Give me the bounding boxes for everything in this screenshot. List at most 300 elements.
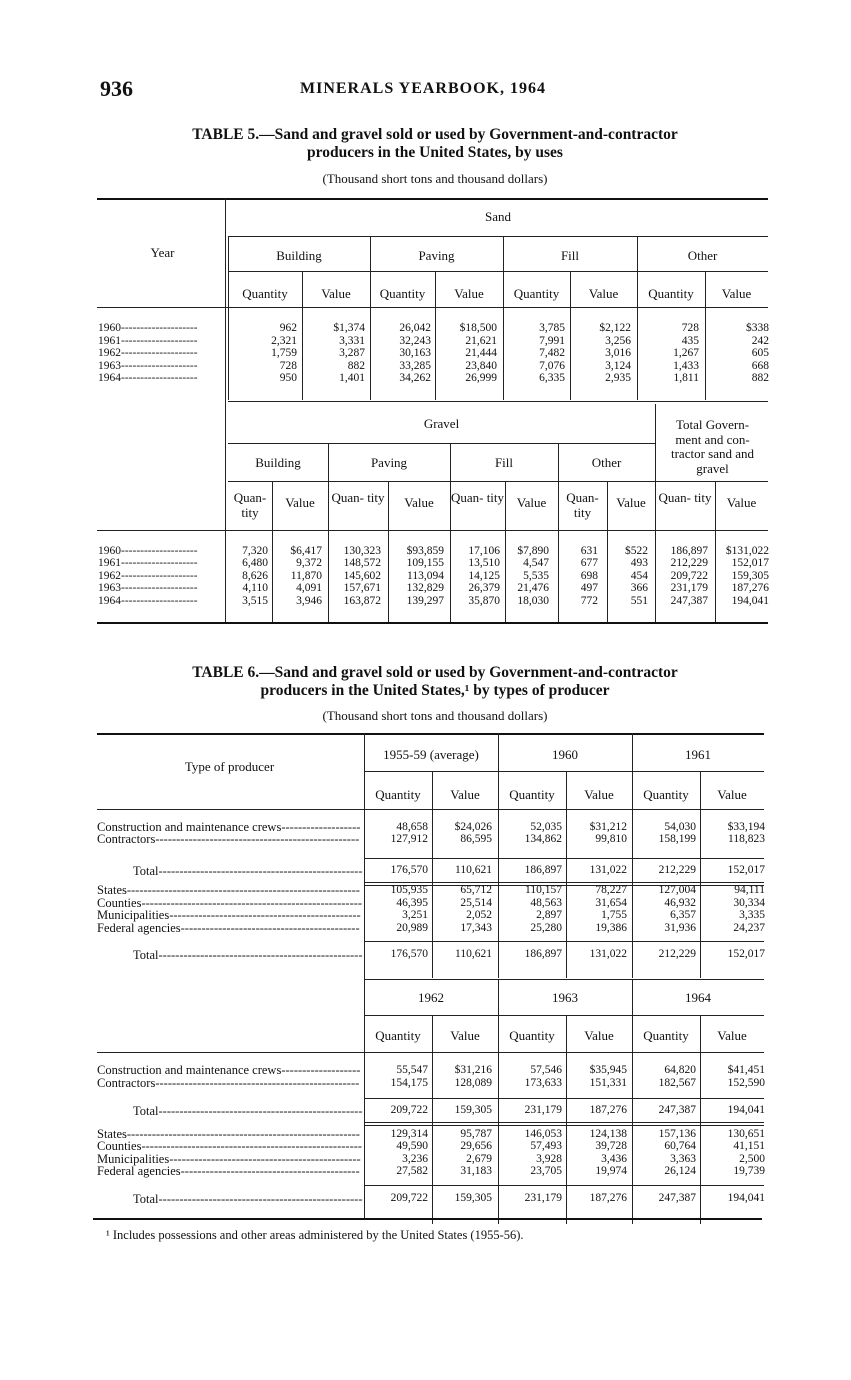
value-cell: 30,334 bbox=[733, 897, 765, 909]
gravel-cell: 148,572 bbox=[343, 557, 381, 569]
sand-cell: 23,840 bbox=[465, 360, 497, 372]
qv-header-2: Quantity bbox=[509, 1028, 555, 1043]
value-cell: 57,546 bbox=[530, 1064, 562, 1076]
gravel-cell: 157,671 bbox=[343, 582, 381, 594]
sand-cell: 882 bbox=[347, 360, 365, 372]
sand-cell: 950 bbox=[279, 372, 297, 384]
value-cell: 99,810 bbox=[595, 833, 627, 845]
value-cell: 127,004 bbox=[658, 884, 696, 896]
gravel-cell: 698 bbox=[580, 570, 598, 582]
sand-cell: 1,401 bbox=[339, 372, 365, 384]
rule bbox=[364, 1125, 764, 1126]
gravel-col-header-7: Value bbox=[616, 495, 646, 510]
sand-cell: $18,500 bbox=[459, 322, 497, 334]
sand-cell: 7,076 bbox=[539, 360, 565, 372]
dot-leader: ------------------------------------------------- bbox=[155, 1076, 360, 1090]
gravel-cell: 4,110 bbox=[242, 582, 268, 594]
period-header-0: 1962 bbox=[418, 990, 444, 1005]
sand-col-header-4: Quantity bbox=[513, 286, 560, 301]
value-cell: 29,656 bbox=[460, 1140, 492, 1152]
value-cell: 129,314 bbox=[390, 1128, 428, 1140]
gravel-cell: 35,870 bbox=[468, 595, 500, 607]
gravel-cell: 139,297 bbox=[406, 595, 444, 607]
sand-cell: $2,122 bbox=[599, 322, 631, 334]
value-cell: 41,151 bbox=[733, 1140, 765, 1152]
value-cell: 3,236 bbox=[402, 1153, 428, 1165]
sand-cell: 242 bbox=[751, 335, 769, 347]
total-cell: 152,017 bbox=[727, 864, 765, 876]
gravel-col-header-0: Quan- tity bbox=[233, 490, 267, 520]
gravel-cell: 132,829 bbox=[406, 582, 444, 594]
rule bbox=[364, 771, 764, 772]
year-row-label: 1962-------------------- bbox=[98, 570, 198, 582]
gravel-header: Gravel bbox=[423, 416, 460, 431]
sand-header: Sand bbox=[485, 209, 511, 224]
gravel-cell: 493 bbox=[630, 557, 648, 569]
period-header-2: 1964 bbox=[685, 990, 711, 1005]
value-cell: 19,386 bbox=[595, 922, 627, 934]
value-cell: 3,363 bbox=[670, 1153, 696, 1165]
sand-cell: 32,243 bbox=[399, 335, 431, 347]
dot-leader: ---------------------------------------------- bbox=[169, 908, 361, 922]
qv-header-3: Value bbox=[584, 1028, 614, 1043]
value-cell: 27,582 bbox=[396, 1165, 428, 1177]
table5-top-rule bbox=[97, 198, 768, 200]
total-label: Total------------------------------------------------- bbox=[133, 948, 363, 962]
total-label: Total------------------------------------------------- bbox=[133, 1192, 363, 1206]
type-of-producer-header: Type of producer bbox=[184, 759, 275, 774]
sand-cell: 2,321 bbox=[271, 335, 297, 347]
producer-row-label: States-------------------------------------------------------- bbox=[97, 883, 360, 897]
sand-cell: 882 bbox=[751, 372, 769, 384]
value-cell: $24,026 bbox=[454, 821, 492, 833]
value-cell: 39,728 bbox=[595, 1140, 627, 1152]
value-cell: 173,633 bbox=[524, 1077, 562, 1089]
sand-cell: 3,256 bbox=[605, 335, 631, 347]
total-cell: 212,229 bbox=[658, 948, 696, 960]
value-cell: 2,052 bbox=[466, 909, 492, 921]
sand-cell: 7,991 bbox=[539, 335, 565, 347]
sand-cell: 33,285 bbox=[399, 360, 431, 372]
table5-title-line2: producers in the United States, by uses bbox=[307, 144, 563, 161]
total-cell: 194,041 bbox=[727, 1192, 765, 1204]
gravel-cell: 551 bbox=[630, 595, 648, 607]
gravel-cell: 187,276 bbox=[731, 582, 769, 594]
gravel-cell: 17,106 bbox=[468, 545, 500, 557]
value-cell: 3,436 bbox=[601, 1153, 627, 1165]
gravel-cell: 26,379 bbox=[468, 582, 500, 594]
value-cell: 25,514 bbox=[460, 897, 492, 909]
gravel-cell: $7,890 bbox=[517, 545, 549, 557]
sand-group-3: Other bbox=[687, 248, 718, 263]
dot-leader: -------------------------------------------------------- bbox=[126, 1127, 360, 1141]
total-cell: 176,570 bbox=[390, 948, 428, 960]
sand-cell: 26,999 bbox=[465, 372, 497, 384]
rule bbox=[364, 1122, 764, 1123]
gravel-cell: 8,626 bbox=[242, 570, 268, 582]
gravel-cell: 212,229 bbox=[670, 557, 708, 569]
sand-cell: 21,444 bbox=[465, 347, 497, 359]
gravel-cell: $522 bbox=[625, 545, 648, 557]
gravel-cell: 194,041 bbox=[731, 595, 769, 607]
value-cell: 2,897 bbox=[536, 909, 562, 921]
period-header-1: 1960 bbox=[552, 747, 578, 762]
qv-header-0: Quantity bbox=[375, 1028, 421, 1043]
value-cell: 65,712 bbox=[460, 884, 492, 896]
value-cell: 6,357 bbox=[670, 909, 696, 921]
producer-row-label: Construction and maintenance crews------------------- bbox=[97, 1063, 361, 1077]
table5-subtitle: (Thousand short tons and thousand dollars) bbox=[322, 171, 548, 186]
gravel-cell: 152,017 bbox=[731, 557, 769, 569]
value-cell: 49,590 bbox=[396, 1140, 428, 1152]
table5-bottom-rule bbox=[97, 622, 768, 624]
gravel-cell: 14,125 bbox=[468, 570, 500, 582]
sand-col-header-6: Quantity bbox=[648, 286, 694, 301]
sand-cell: 34,262 bbox=[399, 372, 431, 384]
gravel-cell: $93,859 bbox=[406, 545, 444, 557]
total-cell: 176,570 bbox=[390, 864, 428, 876]
value-cell: 3,928 bbox=[536, 1153, 562, 1165]
sand-cell: 728 bbox=[279, 360, 297, 372]
table6-title-line2: producers in the United States,¹ by types of producer bbox=[260, 682, 610, 699]
value-cell: 78,227 bbox=[595, 884, 627, 896]
value-cell: 46,395 bbox=[396, 897, 428, 909]
gravel-cell: 366 bbox=[630, 582, 648, 594]
value-cell: 124,138 bbox=[589, 1128, 627, 1140]
value-cell: 19,739 bbox=[733, 1165, 765, 1177]
producer-row-label: States-------------------------------------------------------- bbox=[97, 1127, 360, 1141]
qv-header-4: Quantity bbox=[643, 1028, 689, 1043]
value-cell: 31,654 bbox=[595, 897, 627, 909]
producer-row-label: Federal agencies------------------------------------------- bbox=[97, 1164, 360, 1178]
year-row-label: 1963-------------------- bbox=[98, 582, 198, 594]
total-cell: 110,621 bbox=[455, 948, 492, 960]
qv-header-0: Quantity bbox=[375, 787, 421, 802]
value-cell: 31,183 bbox=[460, 1165, 492, 1177]
value-cell: 48,563 bbox=[530, 897, 562, 909]
gravel-group-3: Other bbox=[591, 455, 622, 470]
rule bbox=[228, 481, 768, 482]
gravel-col-header-9: Value bbox=[726, 495, 757, 510]
value-cell: 60,764 bbox=[664, 1140, 696, 1152]
gravel-cell: 18,030 bbox=[517, 595, 549, 607]
qv-header-3: Value bbox=[584, 787, 614, 802]
rule bbox=[364, 882, 764, 883]
rule bbox=[228, 271, 768, 272]
total-cell: 194,041 bbox=[727, 1104, 765, 1116]
gravel-cell: 130,323 bbox=[343, 545, 381, 557]
total-cell: 159,305 bbox=[454, 1192, 492, 1204]
gravel-cell: 163,872 bbox=[343, 595, 381, 607]
gravel-cell: 772 bbox=[580, 595, 598, 607]
gravel-cell: 247,387 bbox=[670, 595, 708, 607]
rule bbox=[364, 1098, 764, 1099]
value-cell: 118,823 bbox=[728, 833, 765, 845]
value-cell: 3,251 bbox=[402, 909, 428, 921]
value-cell: 1,755 bbox=[601, 909, 627, 921]
value-cell: 2,679 bbox=[466, 1153, 492, 1165]
total-cell: 212,229 bbox=[658, 864, 696, 876]
dot-leader: ------------------------------------------------- bbox=[158, 864, 363, 878]
rule bbox=[364, 941, 764, 942]
total-cell: 186,897 bbox=[524, 864, 562, 876]
value-cell: 152,590 bbox=[727, 1077, 765, 1089]
sand-cell: 605 bbox=[751, 347, 769, 359]
rule bbox=[364, 858, 764, 859]
gravel-col-header-5: Value bbox=[516, 495, 547, 510]
sand-col-header-7: Value bbox=[721, 286, 752, 301]
year-row-label: 1964-------------------- bbox=[98, 595, 198, 607]
total-cell: 209,722 bbox=[390, 1192, 428, 1204]
table6-top-rule bbox=[97, 733, 764, 735]
producer-row-label: Construction and maintenance crews------------------- bbox=[97, 820, 361, 834]
gravel-col-header-6: Quan- tity bbox=[566, 490, 599, 520]
gravel-cell: 13,510 bbox=[468, 557, 500, 569]
gravel-cell: 497 bbox=[580, 582, 598, 594]
producer-row-label: Federal agencies------------------------------------------- bbox=[97, 921, 360, 935]
rule bbox=[228, 443, 655, 444]
total-cell: 159,305 bbox=[454, 1104, 492, 1116]
gravel-cell: 209,722 bbox=[670, 570, 708, 582]
sand-cell: 6,335 bbox=[539, 372, 565, 384]
gravel-group-1: Paving bbox=[370, 455, 408, 470]
year-row-label: 1961-------------------- bbox=[98, 557, 198, 569]
gravel-cell: 159,305 bbox=[731, 570, 769, 582]
year-row-label: 1960-------------------- bbox=[98, 322, 198, 334]
total-cell: 247,387 bbox=[658, 1192, 696, 1204]
gravel-cell: 631 bbox=[580, 545, 598, 557]
gravel-cell: 7,320 bbox=[242, 545, 268, 557]
table6-subtitle: (Thousand short tons and thousand dollars) bbox=[322, 708, 548, 723]
gravel-cell: 4,091 bbox=[296, 582, 322, 594]
sand-cell: 30,163 bbox=[399, 347, 431, 359]
sand-cell: 435 bbox=[681, 335, 699, 347]
qv-header-2: Quantity bbox=[509, 787, 555, 802]
gravel-group-2: Fill bbox=[494, 455, 514, 470]
rule bbox=[97, 809, 764, 810]
total-cell: 187,276 bbox=[589, 1104, 627, 1116]
sand-col-header-5: Value bbox=[588, 286, 619, 301]
total-cell: 186,897 bbox=[524, 948, 562, 960]
sand-cell: 1,811 bbox=[673, 372, 699, 384]
sand-cell: 7,482 bbox=[539, 347, 565, 359]
year-row-label: 1961-------------------- bbox=[98, 335, 198, 347]
gravel-col-header-2: Quan- tity bbox=[331, 490, 385, 505]
table6-title-line1: TABLE 6.—Sand and gravel sold or used by Government-and-contractor bbox=[192, 664, 678, 681]
sand-cell: 1,267 bbox=[673, 347, 699, 359]
sand-cell: 2,935 bbox=[605, 372, 631, 384]
producer-row-label: Counties----------------------------------------------------- bbox=[97, 896, 363, 910]
gravel-cell: 113,094 bbox=[407, 570, 444, 582]
producer-row-label: Contractors------------------------------------------------- bbox=[97, 1076, 360, 1090]
value-cell: 151,331 bbox=[589, 1077, 627, 1089]
value-cell: 154,175 bbox=[390, 1077, 428, 1089]
gravel-cell: 3,515 bbox=[242, 595, 268, 607]
value-cell: 20,989 bbox=[396, 922, 428, 934]
sand-cell: 3,331 bbox=[339, 335, 365, 347]
gravel-col-header-1: Value bbox=[285, 495, 315, 510]
gravel-group-0: Building bbox=[255, 455, 301, 470]
sand-col-header-0: Quantity bbox=[242, 286, 288, 301]
rule bbox=[364, 1015, 764, 1016]
dot-leader: ------------------------------------------------- bbox=[155, 832, 360, 846]
sand-group-2: Fill bbox=[560, 248, 580, 263]
dot-leader: ---------------------------------------------- bbox=[169, 1152, 361, 1166]
dot-leader: ----------------------------------------------------- bbox=[141, 896, 363, 910]
gravel-cell: 109,155 bbox=[406, 557, 444, 569]
total-cell: 131,022 bbox=[589, 864, 627, 876]
value-cell: 24,237 bbox=[733, 922, 765, 934]
value-cell: 17,343 bbox=[460, 922, 492, 934]
rule bbox=[364, 979, 764, 980]
gravel-cell: 4,547 bbox=[523, 557, 549, 569]
sand-cell: 1,433 bbox=[673, 360, 699, 372]
value-cell: $31,212 bbox=[589, 821, 627, 833]
value-cell: 48,658 bbox=[396, 821, 428, 833]
sand-group-1: Paving bbox=[418, 248, 455, 263]
dot-leader: ------------------------------------------- bbox=[180, 921, 360, 935]
value-cell: 25,280 bbox=[530, 922, 562, 934]
value-cell: 52,035 bbox=[530, 821, 562, 833]
rule bbox=[364, 1185, 764, 1186]
gravel-cell: 3,946 bbox=[296, 595, 322, 607]
total-cell: 110,621 bbox=[455, 864, 492, 876]
dot-leader: ------------------------------------------------- bbox=[158, 948, 363, 962]
value-cell: 182,567 bbox=[658, 1077, 696, 1089]
gravel-cell: $131,022 bbox=[725, 545, 769, 557]
footnote: ¹ Includes possessions and other areas administered by the United States (1955-56). bbox=[106, 1228, 524, 1242]
qv-header-5: Value bbox=[717, 1028, 747, 1043]
value-cell: $31,216 bbox=[454, 1064, 492, 1076]
total-cell: 152,017 bbox=[727, 948, 765, 960]
year-row-label: 1962-------------------- bbox=[98, 347, 198, 359]
sand-group-0: Building bbox=[276, 248, 322, 263]
value-cell: 134,862 bbox=[524, 833, 562, 845]
sand-cell: 21,621 bbox=[465, 335, 497, 347]
total-cell: 247,387 bbox=[658, 1104, 696, 1116]
dot-leader: ------------------------------------------- bbox=[180, 1164, 360, 1178]
sand-cell: 962 bbox=[279, 322, 297, 334]
producer-row-label: Counties----------------------------------------------------- bbox=[97, 1139, 363, 1153]
value-cell: 127,912 bbox=[390, 833, 428, 845]
producer-row-label: Contractors------------------------------------------------- bbox=[97, 832, 360, 846]
sand-col-header-3: Value bbox=[454, 286, 484, 301]
gravel-cell: 21,476 bbox=[517, 582, 549, 594]
sand-cell: 3,785 bbox=[539, 322, 565, 334]
value-cell: 146,053 bbox=[524, 1128, 562, 1140]
gravel-cell: 145,602 bbox=[343, 570, 381, 582]
year-row-label: 1964-------------------- bbox=[98, 372, 198, 384]
gravel-col-header-8: Quan- tity bbox=[658, 490, 712, 505]
gravel-cell: 231,179 bbox=[670, 582, 708, 594]
sand-cell: $1,374 bbox=[333, 322, 365, 334]
value-cell: 105,935 bbox=[390, 884, 428, 896]
qv-header-1: Value bbox=[450, 1028, 480, 1043]
value-cell: 157,136 bbox=[658, 1128, 696, 1140]
value-cell: 86,595 bbox=[460, 833, 492, 845]
total-label: Total------------------------------------------------- bbox=[133, 864, 363, 878]
dot-leader: ------------------- bbox=[281, 820, 361, 834]
period-header-1: 1963 bbox=[552, 990, 578, 1005]
sand-cell: 1,759 bbox=[271, 347, 297, 359]
dot-leader: ------------------------------------------------- bbox=[158, 1104, 363, 1118]
value-cell: 158,199 bbox=[658, 833, 696, 845]
value-cell: 57,493 bbox=[530, 1140, 562, 1152]
gravel-cell: 186,897 bbox=[670, 545, 708, 557]
year-row-label: 1963-------------------- bbox=[98, 360, 198, 372]
value-cell: 128,089 bbox=[454, 1077, 492, 1089]
rule bbox=[228, 401, 768, 402]
gravel-col-header-3: Value bbox=[404, 495, 434, 510]
running-head: MINERALS YEARBOOK, 1964 bbox=[300, 80, 546, 97]
value-cell: 64,820 bbox=[664, 1064, 696, 1076]
dot-leader: -------------------------------------------------------- bbox=[126, 883, 360, 897]
dot-leader: ------------------------------------------------- bbox=[158, 1192, 363, 1206]
producer-row-label: Municipalities---------------------------------------------- bbox=[97, 908, 361, 922]
value-cell: 94,111 bbox=[734, 884, 765, 896]
gravel-cell: 677 bbox=[580, 557, 598, 569]
value-cell: 110,157 bbox=[525, 884, 562, 896]
rule bbox=[97, 1052, 764, 1053]
producer-row-label: Municipalities---------------------------------------------- bbox=[97, 1152, 361, 1166]
gravel-cell: 5,535 bbox=[523, 570, 549, 582]
sand-cell: 728 bbox=[681, 322, 699, 334]
sand-cell: 3,287 bbox=[339, 347, 365, 359]
value-cell: 23,705 bbox=[530, 1165, 562, 1177]
value-cell: 54,030 bbox=[664, 821, 696, 833]
sand-cell: $338 bbox=[746, 322, 769, 334]
sand-cell: 3,016 bbox=[605, 347, 631, 359]
year-row-label: 1960-------------------- bbox=[98, 545, 198, 557]
value-cell: $41,451 bbox=[727, 1064, 765, 1076]
value-cell: $35,945 bbox=[589, 1064, 627, 1076]
page-number: 936 bbox=[100, 76, 133, 101]
value-cell: 3,335 bbox=[739, 909, 765, 921]
sand-cell: 668 bbox=[751, 360, 769, 372]
value-cell: $33,194 bbox=[727, 821, 765, 833]
gravel-cell: $6,417 bbox=[290, 545, 322, 557]
year-header: Year bbox=[150, 245, 175, 260]
gravel-col-header-4: Quan- tity bbox=[450, 490, 505, 505]
total-cell: 231,179 bbox=[524, 1192, 562, 1204]
rule bbox=[97, 307, 768, 308]
sand-col-header-1: Value bbox=[321, 286, 351, 301]
value-cell: 2,500 bbox=[739, 1153, 765, 1165]
dot-leader: ----------------------------------------------------- bbox=[141, 1139, 363, 1153]
gravel-cell: 9,372 bbox=[296, 557, 322, 569]
value-cell: 31,936 bbox=[664, 922, 696, 934]
value-cell: 55,547 bbox=[396, 1064, 428, 1076]
value-cell: 19,974 bbox=[595, 1165, 627, 1177]
gravel-cell: 454 bbox=[630, 570, 648, 582]
total-label: Total------------------------------------------------- bbox=[133, 1104, 363, 1118]
qv-header-5: Value bbox=[717, 787, 747, 802]
qv-header-4: Quantity bbox=[643, 787, 689, 802]
total-header: Total Govern- ment and con- tractor sand and gravel bbox=[670, 417, 755, 476]
total-cell: 187,276 bbox=[589, 1192, 627, 1204]
value-cell: 95,787 bbox=[460, 1128, 492, 1140]
period-header-0: 1955-59 (average) bbox=[383, 747, 479, 762]
total-cell: 231,179 bbox=[524, 1104, 562, 1116]
value-cell: 26,124 bbox=[664, 1165, 696, 1177]
gravel-cell: 6,480 bbox=[242, 557, 268, 569]
qv-header-1: Value bbox=[450, 787, 480, 802]
sand-col-header-2: Quantity bbox=[379, 286, 426, 301]
gravel-cell: 11,870 bbox=[290, 570, 322, 582]
value-cell: 130,651 bbox=[727, 1128, 765, 1140]
value-cell: 46,932 bbox=[664, 897, 696, 909]
sand-cell: 3,124 bbox=[605, 360, 631, 372]
